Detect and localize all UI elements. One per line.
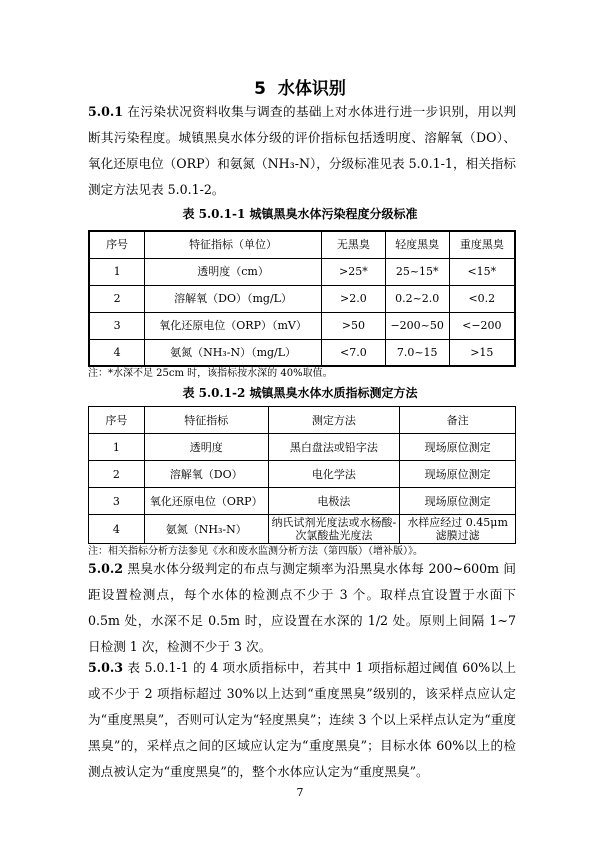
table-cell: 电极法 (268, 488, 400, 515)
page-number: 7 (296, 786, 304, 799)
clause-text: 在污染状况资料收集与调查的基础上对水体进行进一步识别，用以判断其污染程度。城镇黑臭水体分级的评价指标包括透明度、溶解氧（DO）、氧化还原电位（ORP）和氨氮（NH₃-N），分级标准见表 5.0.1-1，相关指标测定方法见表 5.0.1-2。 (88, 104, 516, 197)
header-cell: 特征指标（单位） (145, 231, 322, 258)
table-row (89, 488, 516, 515)
table-cell: >50 (322, 312, 386, 339)
header-cell: 备注 (400, 407, 516, 434)
header-cell: 特征指标 (144, 407, 268, 434)
table-row (89, 434, 516, 461)
table-cell: <−200 (449, 312, 515, 339)
table-cell: 透明度（cm） (145, 258, 322, 285)
table-row (89, 339, 515, 366)
section-title: 水体识别 (277, 79, 346, 99)
table-cell: 氧化还原电位（ORP）（mV） (145, 312, 322, 339)
table-cell: 现场原位测定 (400, 488, 516, 515)
table-cell: 现场原位测定 (400, 461, 516, 488)
table-cell: 电化学法 (268, 461, 400, 488)
table-cell: 3 (89, 312, 145, 339)
table-row (89, 285, 515, 312)
table-row (89, 461, 516, 488)
table-cell: <0.2 (449, 285, 515, 312)
table-cell: 25~15* (385, 258, 449, 285)
table1-note: 注：*水深不足 25cm 时，该指标按水深的 40%取值。 (88, 368, 333, 379)
table-cell: 现场原位测定 (400, 434, 516, 461)
table-cell: <15* (449, 258, 515, 285)
table-header-row (89, 231, 515, 258)
header-cell: 测定方法 (268, 407, 400, 434)
table-cell: 透明度 (144, 434, 268, 461)
table-cell: 3 (89, 488, 145, 515)
table-cell: −200~50 (385, 312, 449, 339)
header-cell: 轻度黑臭 (385, 231, 449, 258)
clause-number: 5.0.2 (88, 561, 124, 576)
table-cell: 溶解氧（DO） (144, 461, 268, 488)
table-cell: >25* (322, 258, 386, 285)
table-cell: 4 (89, 339, 145, 366)
table-cell: 2 (89, 461, 145, 488)
table-cell: 7.0~15 (385, 339, 449, 366)
table-row (89, 312, 515, 339)
table-cell: 氨氮（NH₃-N）（mg/L） (145, 339, 322, 366)
table-header-row (89, 407, 516, 434)
table-cell: 1 (89, 434, 145, 461)
header-cell: 序号 (89, 231, 145, 258)
table-cell: <7.0 (322, 339, 386, 366)
table-row (89, 258, 515, 285)
table-cell: 纳氏试剂光度法或水杨酸-次氯酸盐光度法 (268, 515, 400, 544)
section-number: 5 (254, 79, 266, 99)
table-cell: >15 (449, 339, 515, 366)
table-row (89, 515, 516, 544)
table-cell: 水样应经过 0.45μm 滤膜过滤 (400, 515, 516, 544)
clause-text: 表 5.0.1-1 的 4 项水质指标中，若其中 1 项指标超过阈值 60%以上或不少于 2 项指标超过 30%以上达到“重度黑臭”级别的，该采样点应认定为“重度黑臭”，否则可认定为“轻度黑臭”；连续 3 个以上采样点认定为“重度黑臭”的，采样点之间的区域应认定为“重度黑臭”；目标水体 60%以上的检测点被认定为“重度黑臭”的，整个水体应认定为“重度黑臭”。 (88, 660, 516, 779)
section-heading (0, 74, 600, 99)
table-pollution-grading (88, 230, 516, 367)
clause-number: 5.0.3 (88, 660, 124, 675)
table-cell: 溶解氧（DO）（mg/L） (145, 285, 322, 312)
table-cell: 0.2~2.0 (385, 285, 449, 312)
table-cell: 1 (89, 258, 145, 285)
clause-5-0-3 (88, 655, 516, 785)
table-test-methods (88, 406, 516, 544)
table1-caption: 表 5.0.1-1 城镇黑臭水体污染程度分级标准 (182, 207, 418, 221)
table-cell: 氨氮（NH₃-N） (144, 515, 268, 544)
table-cell: >2.0 (322, 285, 386, 312)
clause-5-0-1 (88, 99, 516, 203)
table-cell: 2 (89, 285, 145, 312)
header-cell: 无黑臭 (322, 231, 386, 258)
header-cell: 序号 (89, 407, 145, 434)
header-cell: 重度黑臭 (449, 231, 515, 258)
clause-number: 5.0.1 (88, 104, 124, 119)
table2-caption: 表 5.0.1-2 城镇黑臭水体水质指标测定方法 (182, 386, 418, 400)
table2-note: 注：相关指标分析方法参见《水和废水监测分析方法（第四版）（增补版）》。 (88, 546, 423, 557)
table-cell: 4 (89, 515, 145, 544)
table-cell: 氧化还原电位（ORP） (144, 488, 268, 515)
clause-text: 黑臭水体分级判定的布点与测定频率为沿黑臭水体每 200~600m 间距设置检测点，每个水体的检测点不少于 3 个。取样点宜设置于水面下 0.5m 处，水深不足 0.5m 时，应设置在水深的 1/2 处。原则上间隔 1~7 日检测 1 次，检测不少于 3 次。 (88, 561, 516, 654)
clause-5-0-2 (88, 556, 516, 660)
table-cell: 黑白盘法或铅字法 (268, 434, 400, 461)
